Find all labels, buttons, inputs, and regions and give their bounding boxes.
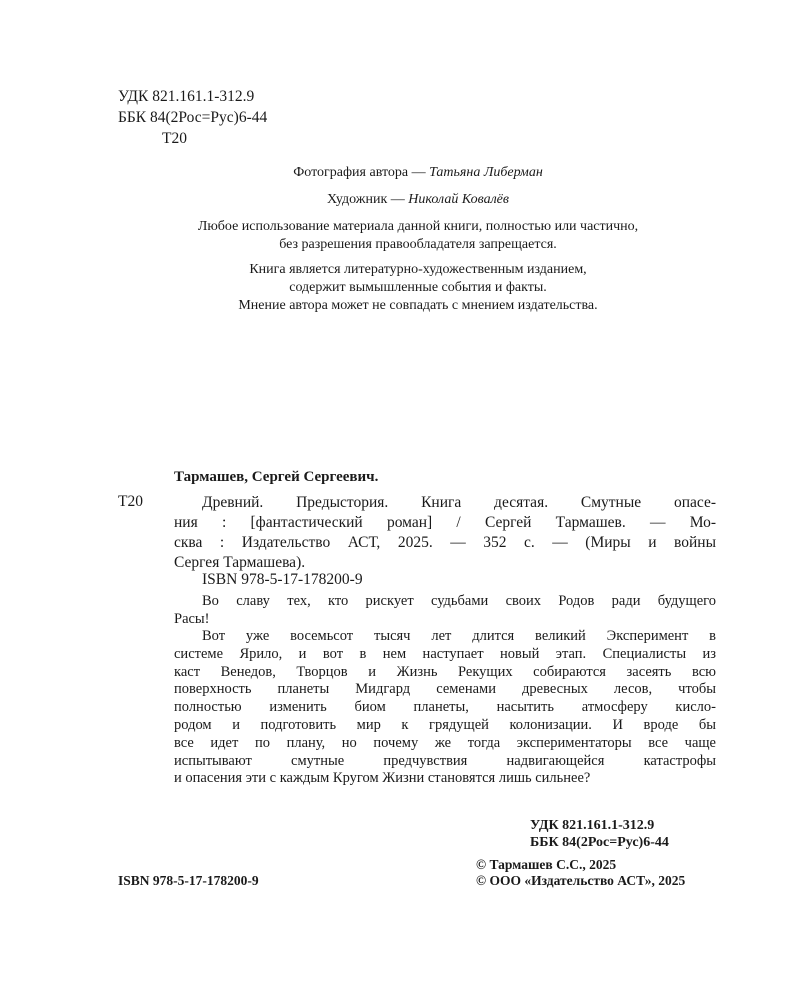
photo-credit: [118, 165, 718, 181]
udk-code: УДК 821.161.1-312.9: [118, 88, 255, 105]
footer-udk-block: [530, 817, 669, 851]
bibliography-isbn: ISBN 978-5-17-178200-9: [202, 571, 363, 588]
footer-udk: УДК 821.161.1-312.9: [530, 818, 655, 833]
bibliography-line: Древний. Предыстория. Книга десятая. Смутные опасе-: [202, 494, 716, 511]
bibliography-description: [174, 493, 716, 573]
summary-line: полностью изменить биом планеты, насытить атмосферу кисло-: [174, 699, 716, 716]
bibliography-code: Т20: [118, 493, 143, 510]
summary-line: поверхность планеты Мидгард семенами древесных лесов, чтобы: [174, 681, 716, 698]
disclaimer-line: Мнение автора может не совпадать с мнением издательства.: [238, 298, 598, 313]
rights-line: без разрешения правообладателя запрещается.: [279, 237, 557, 252]
summary-line: испытывают смутные предчувствия надвигающейся катастрофы: [174, 752, 716, 769]
footer-isbn: ISBN 978-5-17-178200-9: [118, 873, 259, 888]
summary-line: все идет по плану, но почему же тогда экспериментаторы все чаще: [174, 734, 716, 751]
udk-header-block: [118, 86, 267, 149]
copyright-publisher: © ООО «Издательство АСТ», 2025: [476, 873, 686, 888]
dedication: [174, 593, 716, 629]
summary-line: системе Ярило, и вот в нем наступает новый этап. Специалисты из: [174, 645, 716, 662]
footer-bbk: ББК 84(2Рос=Рус)6-44: [530, 835, 669, 850]
rights-line: Любое использование материала данной книги, полностью или частично,: [197, 219, 639, 234]
bbk-code: ББК 84(2Рос=Рус)6-44: [118, 109, 268, 126]
summary-line: Вот уже восемьсот тысяч лет длится великий Эксперимент в: [202, 628, 716, 644]
copyright-author: © Тармашев С.С., 2025: [476, 857, 617, 872]
summary-line: и опасения эти с каждым Кругом Жизни становятся лишь сильнее?: [174, 770, 591, 787]
photo-credit-label: Фотография автора —: [293, 165, 430, 180]
disclaimer-line: Книга является литературно-художественным изданием,: [249, 262, 587, 277]
bibliography-line: ния : [фантастический роман] / Сергей Тармашев. — Мо-: [174, 514, 716, 531]
author-code: Т20: [162, 130, 187, 147]
summary-line: родом и подготовить мир к грядущей колонизации. И вроде бы: [174, 716, 716, 733]
summary-line: каст Венедов, Творцов и Жизнь Рекущих собираются засеять всю: [174, 663, 716, 680]
bibliography-author: Тармашев, Сергей Сергеевич.: [174, 469, 379, 485]
copyright-block: [476, 857, 685, 889]
book-summary: [174, 628, 716, 788]
artist-credit: [118, 192, 718, 208]
bibliography-line: сква : Издательство АСТ, 2025. — 352 с. — (Миры и войны: [174, 534, 716, 551]
rights-notice: [118, 218, 718, 254]
bibliography-line: Сергея Тармашева).: [174, 554, 306, 571]
dedication-line: Во славу тех, кто рискует судьбами своих Родов ради будущего: [202, 593, 716, 609]
dedication-line: Расы!: [174, 610, 210, 627]
artist-credit-label: Художник —: [327, 192, 409, 207]
photo-credit-name: Татьяна Либерман: [429, 165, 543, 180]
disclaimer-line: содержит вымышленные события и факты.: [289, 280, 547, 295]
fiction-disclaimer: [118, 261, 718, 315]
artist-credit-name: Николай Ковалёв: [408, 192, 509, 207]
